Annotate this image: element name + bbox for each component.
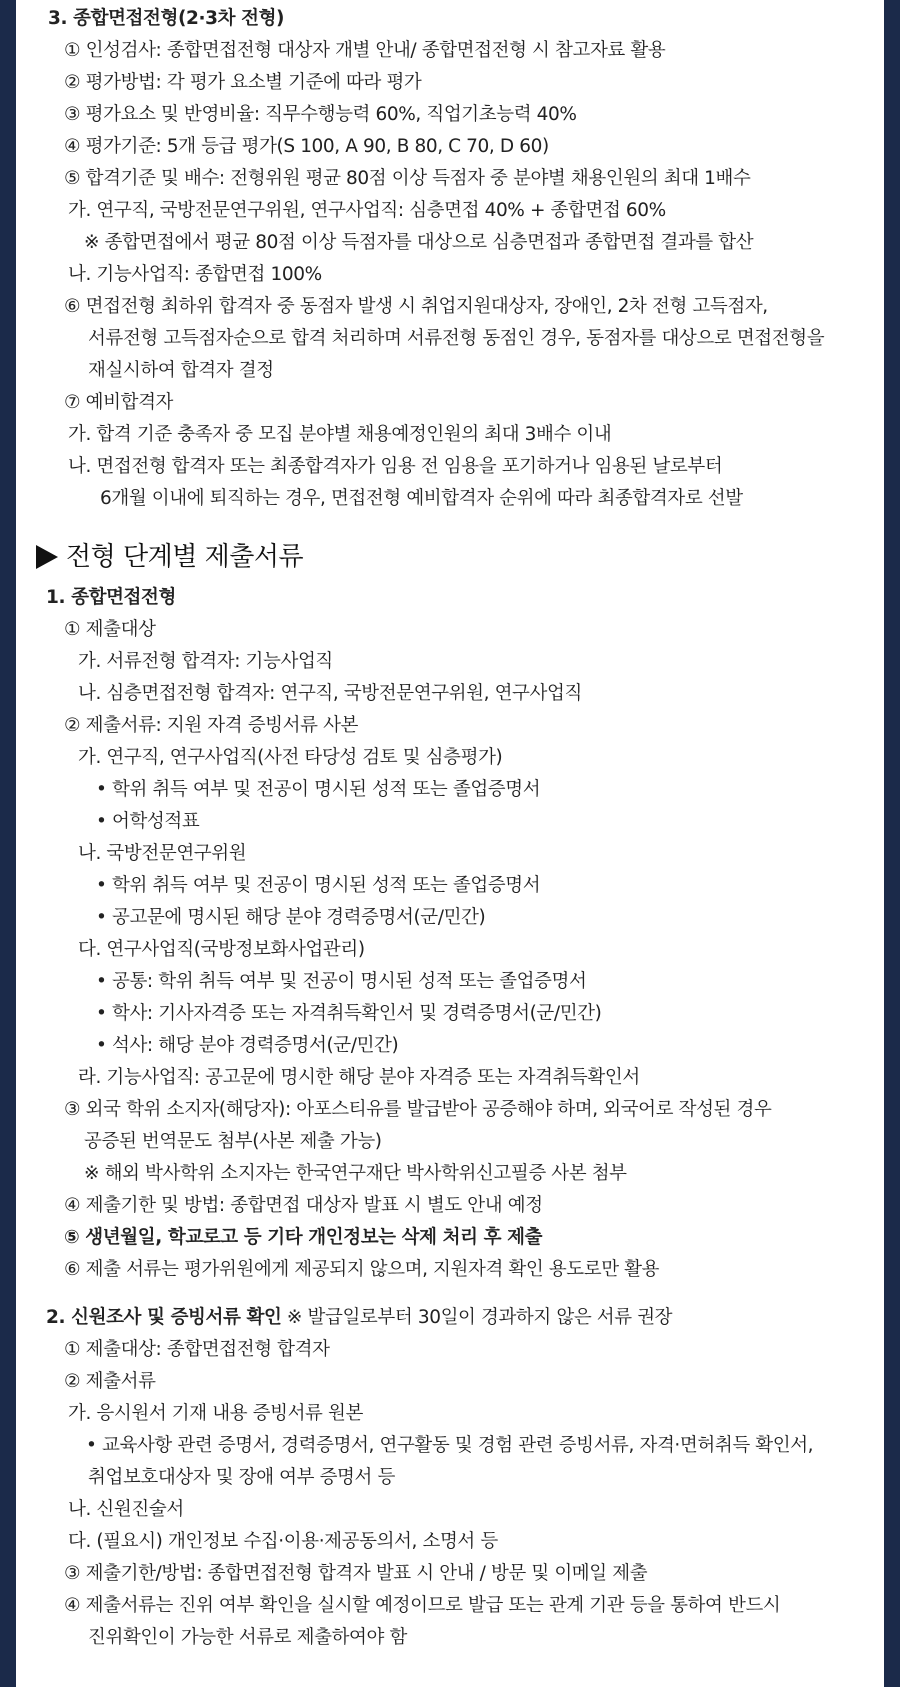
bullet-item: • 학위 취득 여부 및 전공이 명시된 성적 또는 졸업증명서	[96, 875, 541, 896]
section-3-line: 가. 연구직, 국방전문연구위원, 연구사업직: 심층면접 40% + 종합면접 60%	[68, 200, 666, 221]
bullet-item: • 교육사항 관련 증명서, 경력증명서, 연구활동 및 경험 관련 증빙서류, 자격·면허취득 확인서,	[86, 1435, 814, 1456]
section-3-title: 3. 종합면접전형(2·3차 전형)	[48, 8, 285, 29]
section-3-line: 6개월 이내에 퇴직하는 경우, 면접전형 예비합격자 순위에 따라 최종합격자로 선발	[100, 488, 743, 509]
subsection-1-line: ① 제출대상	[64, 619, 156, 640]
subsection-1-line: ④ 제출기한 및 방법: 종합면접 대상자 발표 시 별도 안내 예정	[64, 1195, 543, 1216]
subsection-1-line: ② 제출서류: 지원 자격 증빙서류 사본	[64, 715, 359, 736]
subsection-1-line: 공증된 번역문도 첨부(사본 제출 가능)	[84, 1131, 382, 1152]
subsection-1-line: 가. 서류전형 합격자: 기능사업직	[78, 651, 333, 672]
subsection-2-title: 2. 신원조사 및 증빙서류 확인	[46, 1307, 282, 1328]
section-3-line: 서류전형 고득점자순으로 합격 처리하며 서류전형 동점인 경우, 동점자를 대상으로 면접전형을	[88, 328, 825, 349]
section-3-line: 나. 기능사업직: 종합면접 100%	[68, 264, 322, 285]
subsection-2-line: 가. 응시원서 기재 내용 증빙서류 원본	[68, 1403, 363, 1424]
subsection-1-line: 라. 기능사업직: 공고문에 명시한 해당 분야 자격증 또는 자격취득확인서	[78, 1067, 640, 1088]
subsection-2-line: 취업보호대상자 및 장애 여부 증명서 등	[88, 1467, 395, 1488]
triangle-right-icon	[36, 545, 58, 569]
subsection-1-line: ⑥ 제출 서류는 평가위원에게 제공되지 않으며, 지원자격 확인 용도로만 활용	[64, 1259, 660, 1280]
bullet-item: • 학위 취득 여부 및 전공이 명시된 성적 또는 졸업증명서	[96, 779, 541, 800]
section-3-line: ④ 평가기준: 5개 등급 평가(S 100, A 90, B 80, C 70, D 60)	[64, 136, 549, 157]
bullet-item: • 공고문에 명시된 해당 분야 경력증명서(군/민간)	[96, 907, 486, 928]
document-card	[16, 0, 884, 1687]
subsection-1-line: 다. 연구사업직(국방정보화사업관리)	[78, 939, 365, 960]
subsection-2-line: ① 제출대상: 종합면접전형 합격자	[64, 1339, 330, 1360]
subsection-2-line: ④ 제출서류는 진위 여부 확인을 실시할 예정이므로 발급 또는 관계 기관 등을 통하여 반드시	[64, 1595, 781, 1616]
section-3-note: ※ 종합면접에서 평균 80점 이상 득점자를 대상으로 심층면접과 종합면접 결과를 합산	[84, 232, 754, 253]
subsection-2-note: ※ 발급일로부터 30일이 경과하지 않은 서류 권장	[281, 1307, 673, 1328]
subsection-2-title-row	[46, 1306, 672, 1330]
bullet-item: • 공통: 학위 취득 여부 및 전공이 명시된 성적 또는 졸업증명서	[96, 971, 587, 992]
subsection-1-line: 나. 심층면접전형 합격자: 연구직, 국방전문연구위원, 연구사업직	[78, 683, 582, 704]
section-3-line: ⑤ 합격기준 및 배수: 전형위원 평균 80점 이상 득점자 중 분야별 채용인원의 최대 1배수	[64, 168, 751, 189]
section-3-line: 가. 합격 기준 충족자 중 모집 분야별 채용예정인원의 최대 3배수 이내	[68, 424, 612, 445]
subsection-2-line: 진위확인이 가능한 서류로 제출하여야 함	[88, 1627, 407, 1648]
section-3-line: ⑦ 예비합격자	[64, 392, 174, 413]
subsection-1-note: ※ 해외 박사학위 소지자는 한국연구재단 박사학위신고필증 사본 첨부	[84, 1163, 627, 1184]
section-3-line: 나. 면접전형 합격자 또는 최종합격자가 임용 전 임용을 포기하거나 임용된 날로부터	[68, 456, 723, 477]
documents-heading-text: 전형 단계별 제출서류	[66, 542, 304, 572]
subsection-2-line: ② 제출서류	[64, 1371, 156, 1392]
subsection-2-line: 다. (필요시) 개인정보 수집·이용·제공동의서, 소명서 등	[68, 1531, 498, 1552]
subsection-2-line: 나. 신원진술서	[68, 1499, 184, 1520]
bullet-item: • 어학성적표	[96, 811, 200, 832]
section-3-line: 재실시하여 합격자 결정	[88, 360, 274, 381]
bullet-item: • 학사: 기사자격증 또는 자격취득확인서 및 경력증명서(군/민간)	[96, 1003, 602, 1024]
documents-heading	[36, 540, 303, 574]
section-3-line: ② 평가방법: 각 평가 요소별 기준에 따라 평가	[64, 72, 422, 93]
bullet-item: • 석사: 해당 분야 경력증명서(군/민간)	[96, 1035, 399, 1056]
section-3-line: ① 인성검사: 종합면접전형 대상자 개별 안내/ 종합면접전형 시 참고자료 활용	[64, 40, 666, 61]
subsection-1-line: 가. 연구직, 연구사업직(사전 타당성 검토 및 심층평가)	[78, 747, 503, 768]
subsection-2-line: ③ 제출기한/방법: 종합면접전형 합격자 발표 시 안내 / 방문 및 이메일 제출	[64, 1563, 648, 1584]
section-3-line: ③ 평가요소 및 반영비율: 직무수행능력 60%, 직업기초능력 40%	[64, 104, 577, 125]
subsection-1-line: ③ 외국 학위 소지자(해당자): 아포스티유를 발급받아 공증해야 하며, 외국어로 작성된 경우	[64, 1099, 772, 1120]
section-3-line: ⑥ 면접전형 최하위 합격자 중 동점자 발생 시 취업지원대상자, 장애인, 2차 전형 고득점자,	[64, 296, 768, 317]
subsection-1-title: 1. 종합면접전형	[46, 587, 176, 608]
subsection-1-emphasis: ⑤ 생년월일, 학교로고 등 기타 개인정보는 삭제 처리 후 제출	[64, 1227, 543, 1248]
subsection-1-line: 나. 국방전문연구위원	[78, 843, 247, 864]
